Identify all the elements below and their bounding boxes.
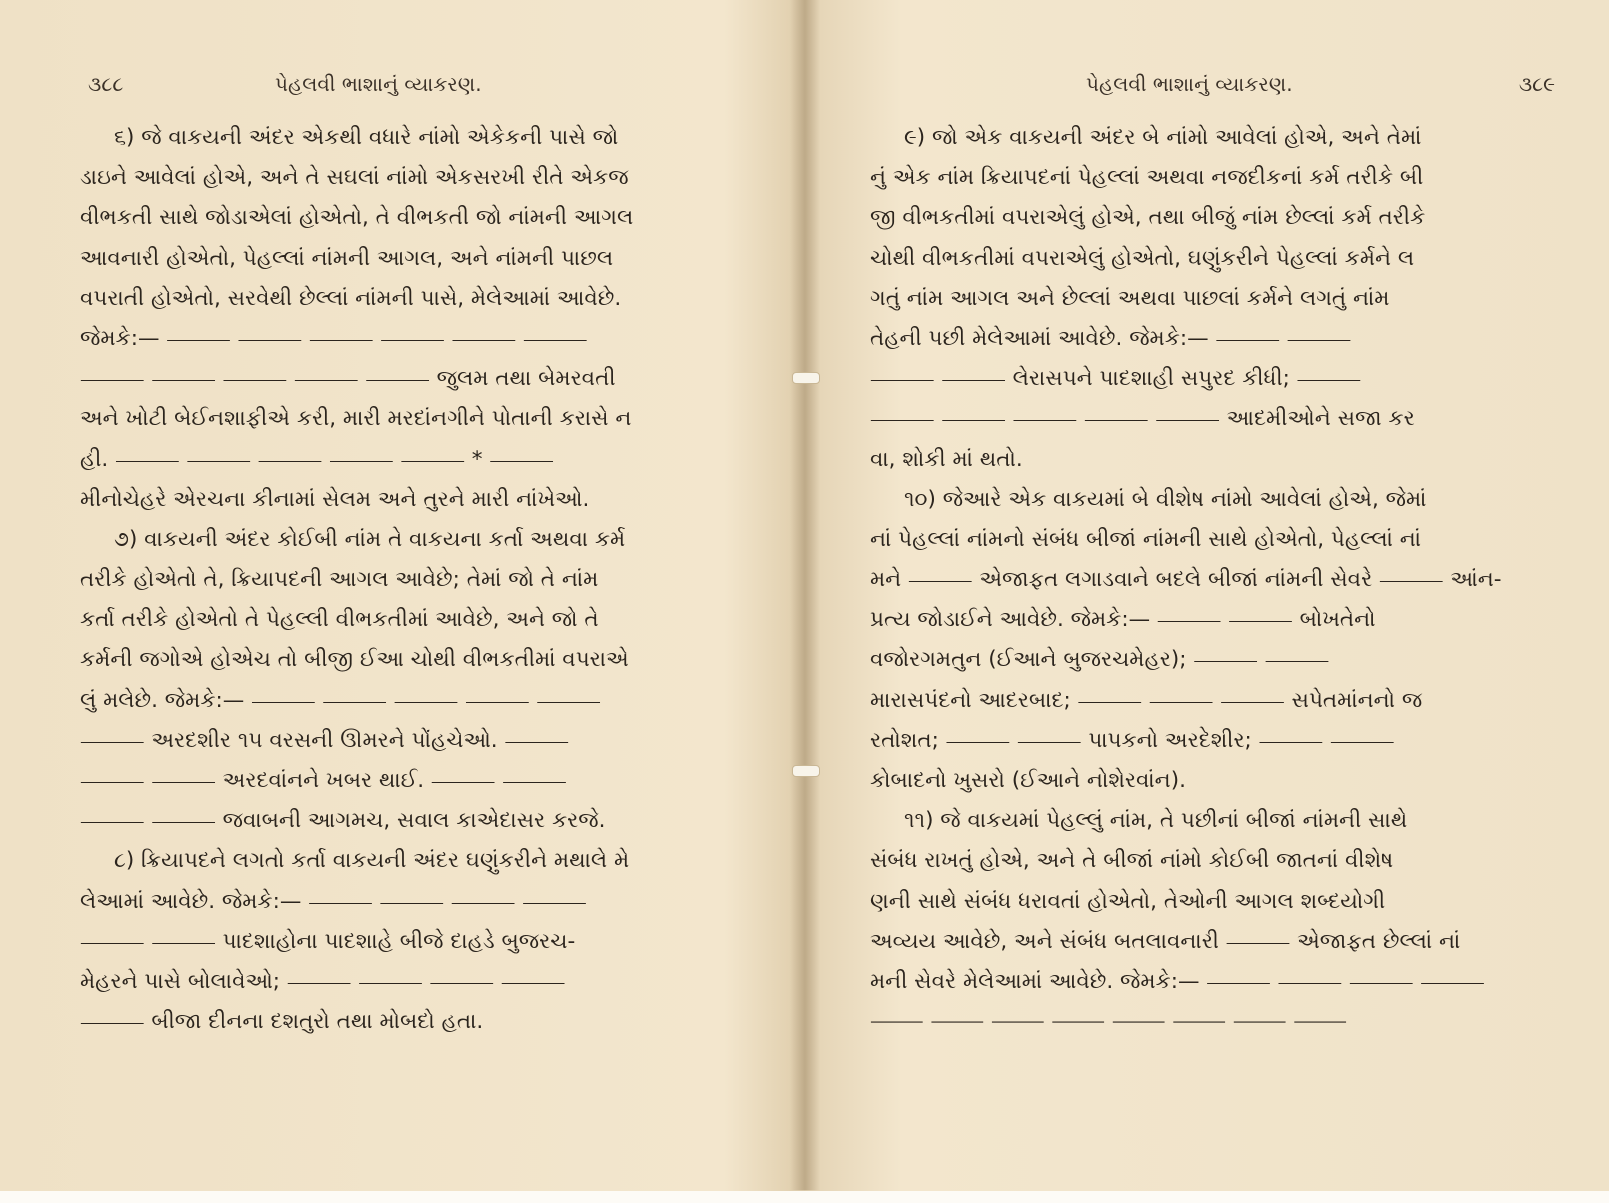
left-page-body: [80, 118, 760, 1042]
text-line: ૮) ક્રિયાપદને લગતો કર્તા વાકયની અંદર ઘણુંકરીને મથાલે મે: [114, 848, 630, 874]
text-line: ⸻ ⸻ ⸻ ⸻ ⸻ જુલમ તથા બેમરવતી: [80, 366, 616, 392]
text-line: અવ્યય આવેછે, અને સંબંધ બતલાવનારી ⸻ એજાફત છેલ્લાં નાં: [870, 928, 1461, 954]
text-line: લેઆમાં આવેછે. જેમકે:— ⸻ ⸻ ⸻ ⸻: [80, 888, 587, 914]
text-line: કર્મની જગોએ હોએચ તો બીજી ઈઆ ચોથી વીભકતીમાં વપરાએ: [80, 647, 629, 673]
right-page-header: [850, 68, 1555, 102]
text-line: મારાસપંદનો આદરબાદ; ⸻ ⸻ ⸻ સપેતમાંનનો જ: [870, 687, 1423, 713]
text-line: જી વીભકતીમાં વપરાએલું હોએ, તથા બીજું નાંમ છેલ્લાં કર્મ તરીકે: [870, 205, 1426, 231]
text-line: ગતું નાંમ આગલ અને છેલ્લાં અથવા પાછલાં કર્મને લગતું નાંમ: [870, 285, 1390, 311]
text-line: ⸻ ⸻ ⸻ ⸻ ⸻ આદમીઓને સજા કર: [870, 406, 1415, 432]
text-line: ચોથી વીભકતીમાં વપરાએલું હોએતો, ઘણુંકરીને પેહલ્લાં કર્મને લ: [870, 245, 1415, 271]
left-page-number: ૩૮૮: [88, 72, 124, 96]
text-line: ડાઇને આવેલાં હોએ, અને તે સઘલાં નાંમો એકસરખી રીતે એકજ: [80, 165, 629, 191]
text-line: ⸻ બીજા દીનના દશતુરો તથા મોબદો હતા.: [80, 1009, 484, 1035]
text-line: મની સેવરે મેલેઆમાં આવેછે. જેમકે:— ⸻ ⸻ ⸻ ⸻: [870, 968, 1485, 994]
text-line: ⸻ ⸻ પાદશાહોના પાદશાહે બીજે દાહડે બુજરચ-: [80, 928, 576, 954]
text-line: ⸻ ⸻ જવાબની આગમચ, સવાલ કાએદાસર કરજે.: [80, 808, 606, 834]
left-page: [40, 0, 760, 1190]
text-line: વપરાતી હોએતો, સરવેથી છેલ્લાં નાંમની પાસે, મેલેઆમાં આવેછે.: [80, 285, 622, 311]
text-line: અને ખોટી બેઈનશાફીએ કરી, મારી મરદાંનગીને પોતાની કરાસે ન: [80, 406, 632, 432]
text-line: કર્તા તરીકે હોએતો તે પેહલ્લી વીભકતીમાં આવેછે, અને જો તે: [80, 607, 599, 633]
text-line: ⸻ ⸻ ⸻ ⸻ ⸻ ⸻ ⸻ ⸻: [870, 1009, 1347, 1035]
right-running-title: પેહલવી ભાશાનું વ્યાકરણ.: [1086, 72, 1293, 96]
text-line: તરીકે હોએતો તે, ક્રિયાપદની આગલ આવેછે; તેમાં જો તે નાંમ: [80, 567, 599, 593]
right-page-number: ૩૮૯: [1518, 72, 1555, 96]
left-running-title: પેહલવી ભાશાનું વ્યાકરણ.: [275, 72, 482, 96]
text-line: મીનોચેહરે એરચના કીનામાં સેલમ અને તુરને મારી નાંખેઓ.: [80, 486, 590, 512]
text-line: ⸻ ⸻ અરદવાંનને ખબર થાઈ. ⸻ ⸻: [80, 768, 567, 793]
text-line: હી. ⸻ ⸻ ⸻ ⸻ ⸻ * ⸻: [80, 446, 554, 472]
binding-stitch: [792, 372, 820, 384]
text-line: વીભકતી સાથે જોડાએલાં હોએતો, તે વીભકતી જો નાંમની આગલ: [80, 205, 634, 231]
text-line: જેમકે:— ⸻ ⸻ ⸻ ⸻ ⸻ ⸻: [80, 325, 588, 351]
right-page: [850, 0, 1555, 1190]
text-line: ૧૦) જેઆરે એક વાકયમાં બે વીશેષ નાંમો આવેલાં હોએ, જેમાં: [904, 486, 1427, 512]
text-line: કોબાદનો ખુસરો (ઈઆને નોશેરવાંન).: [870, 768, 1186, 793]
text-line: મેહરને પાસે બોલાવેઓ; ⸻ ⸻ ⸻ ⸻: [80, 968, 566, 994]
left-page-header: [40, 68, 760, 102]
text-line: નાં પેહલ્લાં નાંમનો સંબંધ બીજાં નાંમની સાથે હોએતો, પેહલ્લાં નાં: [870, 526, 1421, 552]
text-line: આવનારી હોએતો, પેહલ્લાં નાંમની આગલ, અને નાંમની પાછલ: [80, 245, 614, 271]
text-line: નું એક નાંમ ક્રિયાપદનાં પેહલ્લાં અથવા નજદીકનાં કર્મ તરીકે બી: [870, 165, 1424, 191]
text-line: સંબંધ રાખતું હોએ, અને તે બીજાં નાંમો કોઈબી જાતનાં વીશેષ: [870, 848, 1394, 874]
text-line: વજોરગમતુન (ઈઆને બુજરચમેહર); ⸻ ⸻: [870, 647, 1330, 673]
text-line: ⸻ ⸻ લેરાસપને પાદશાહી સપુરદ કીધી; ⸻: [870, 366, 1362, 392]
text-line: પ્રત્ય જોડાઈને આવેછે. જેમકે:— ⸻ ⸻ બોખતેનો: [870, 607, 1376, 633]
text-line: ૭) વાકયની અંદર કોઈબી નાંમ તે વાકયના કર્તા અથવા કર્મ: [114, 526, 626, 552]
text-line: ૯) જો એક વાકયની અંદર બે નાંમો આવેલાં હોએ, અને તેમાં: [904, 125, 1422, 150]
text-line: રતોશત; ⸻ ⸻ પાપકનો અરદેશીર; ⸻ ⸻: [870, 727, 1395, 753]
text-line: ૧૧) જે વાકયમાં પેહલ્લું નાંમ, તે પછીનાં બીજાં નાંમની સાથે: [904, 808, 1408, 834]
page-bottom-edge: [0, 1191, 1609, 1203]
right-page-body: [870, 118, 1555, 1042]
text-line: મને ⸻ એજાફત લગાડવાને બદલે બીજાં નાંમની સેવરે ⸻ આંન-: [870, 567, 1502, 593]
text-line: ⸻ અરદશીર ૧૫ વરસની ઊમરને પોંહચેઓ. ⸻: [80, 727, 569, 753]
text-line: ૬) જે વાકયની અંદર એકથી વધારે નાંમો એકેકની પાસે જો: [114, 125, 619, 150]
text-line: લું મલેછે. જેમકે:— ⸻ ⸻ ⸻ ⸻ ⸻: [80, 687, 601, 713]
text-line: તેહની પછી મેલેઆમાં આવેછે. જેમકે:— ⸻ ⸻: [870, 325, 1352, 351]
text-line: ણની સાથે સંબંધ ધરાવતાં હોએતો, તેઓની આગલ શબ્દયોગી: [870, 888, 1386, 914]
binding-stitch: [792, 765, 820, 777]
book-gutter: [790, 0, 820, 1190]
text-line: વા, શોકી માં થતો.: [870, 446, 1023, 472]
